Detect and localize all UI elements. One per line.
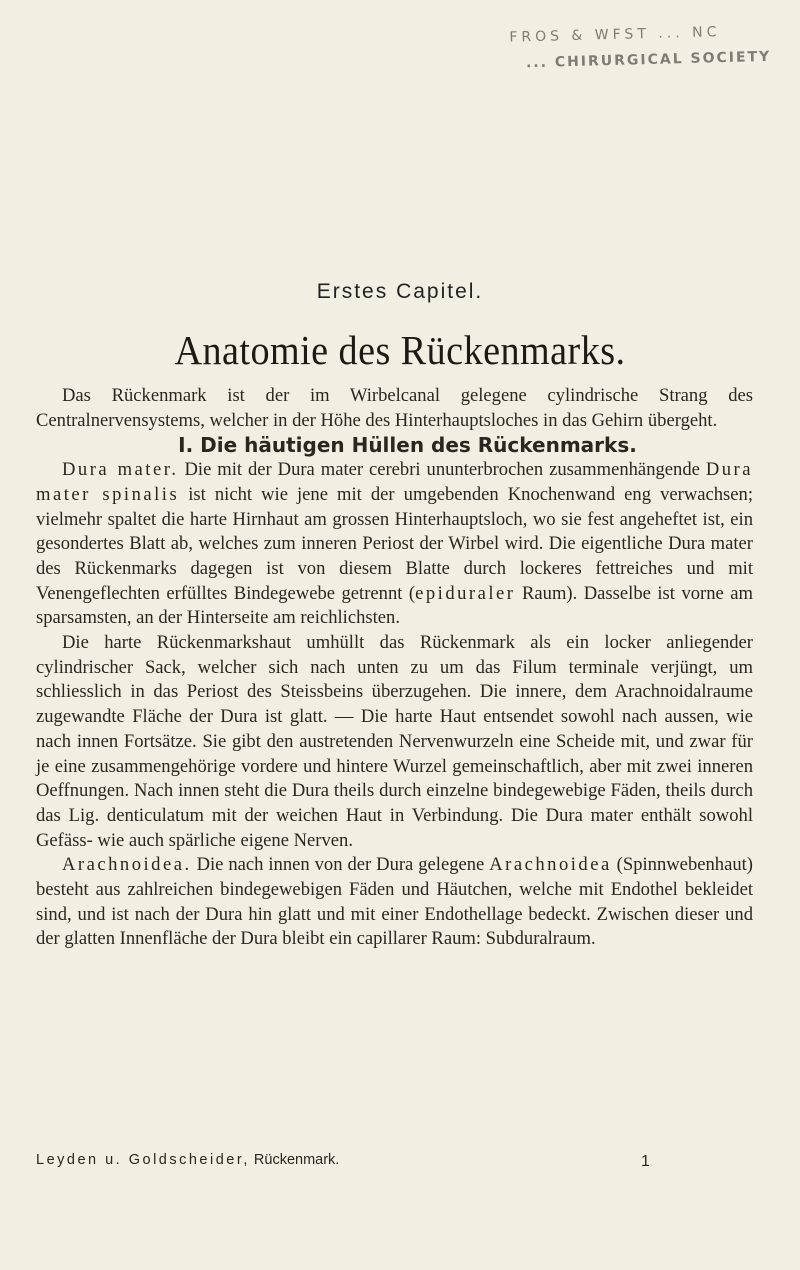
footer-authors: Leyden u. Goldscheider, — [36, 1152, 250, 1168]
body-text — [36, 384, 753, 952]
chapter-heading: Erstes Capitel. — [316, 280, 484, 303]
library-stamp — [509, 22, 791, 99]
footer-short-title: Rückenmark. — [253, 1152, 340, 1168]
paragraph-harte-rueckenmarkshaut: Die harte Rückenmarkshaut umhüllt das Rückenmark als ein locker anliegender cylindrischer Sack, welcher sich nach unten zu um das Filum terminale verjüngt, um schliesslich in das Periost des Steissbeins überzugehen. Die innere, dem Arachnoidalraume zugewandte Fläche der Dura ist glatt. — Die harte Haut entsendet sowohl nach aussen, wie nach innen Fortsätze. Sie gibt den austretenden Nervenwurzeln eine Scheide mit, und zwar für je eine zusammengehörige vordere und hintere Wurzel gemeinschaftlich, aber mit zwei inneren Oeffnungen. Nach innen steht die Dura theils durch einzelne bindegewebige Fäden, theils durch das Lig. denticulatum mit der weichen Haut in Verbindung. Die Dura mater enthält sowohl Gefäss- wie auch spärliche eigene Nerven. — [36, 632, 753, 851]
stamp-line-2: ... CHIRURGICAL SOCIETY — [525, 48, 772, 72]
term-dura-mater-spinalis: Dura mater spinalis — [36, 459, 753, 505]
term-arachnoidea-spaced: Arachnoidea — [489, 854, 612, 876]
term-epiduraler: epiduraler — [415, 582, 516, 604]
section-heading: I. Die häutigen Hüllen des Rückenmarks. — [178, 433, 637, 458]
stamp-line-1: FROS & WFST ... NC — [509, 24, 721, 46]
paragraph-dura-mater: Dura mater. Die mit der Dura mater cerebri ununterbrochen zusammenhängende Dura mater spinalis ist nicht wie jene mit der umgebenden Knochenwand eng verwachsen; vielmehr spaltet die harte Hirnhaut am grossen Hinterhauptsloch, wo sie fest angeheftet ist, ein gesondertes Blatt ab, welches zum inneren Periost der Wirbel wird. Die eigentliche Dura mater des Rückenmarks dagegen ist von diesem Blatte durch lockeres fettreiches und mit Venengeflechten erfülltes Bindegewebe getrennt (epiduraler Raum). Dasselbe ist vorne am sparsamsten, an der Hinterseite am reichlichsten. — [36, 459, 754, 629]
intro-paragraph: Das Rückenmark ist der im Wirbelcanal gelegene cylindrische Strang des Centralnervensystems, welcher in der Höhe des Hinterhauptsloches in das Gehirn übergeht. — [36, 385, 753, 431]
page-title: Anatomie des Rückenmarks. — [174, 327, 626, 373]
page-footer — [36, 1152, 753, 1168]
term-dura-mater: Dura mater. — [62, 459, 179, 481]
paragraph-arachnoidea: Arachnoidea. Die nach innen von der Dura gelegene Arachnoidea (Spinnwebenhaut) besteht aus zahlreichen bindegewebigen Fäden und Häutchen, welche mit Endothel bekleidet sind, und ist nach der Dura hin glatt und mit einer Endothellage bedeckt. Zwischen dieser und der glatten Innenfläche der Dura bleibt ein capillarer Raum: Subduralraum. — [36, 854, 753, 950]
term-arachnoidea: Arachnoidea. — [62, 854, 192, 876]
page-number: 1 — [641, 1153, 650, 1170]
